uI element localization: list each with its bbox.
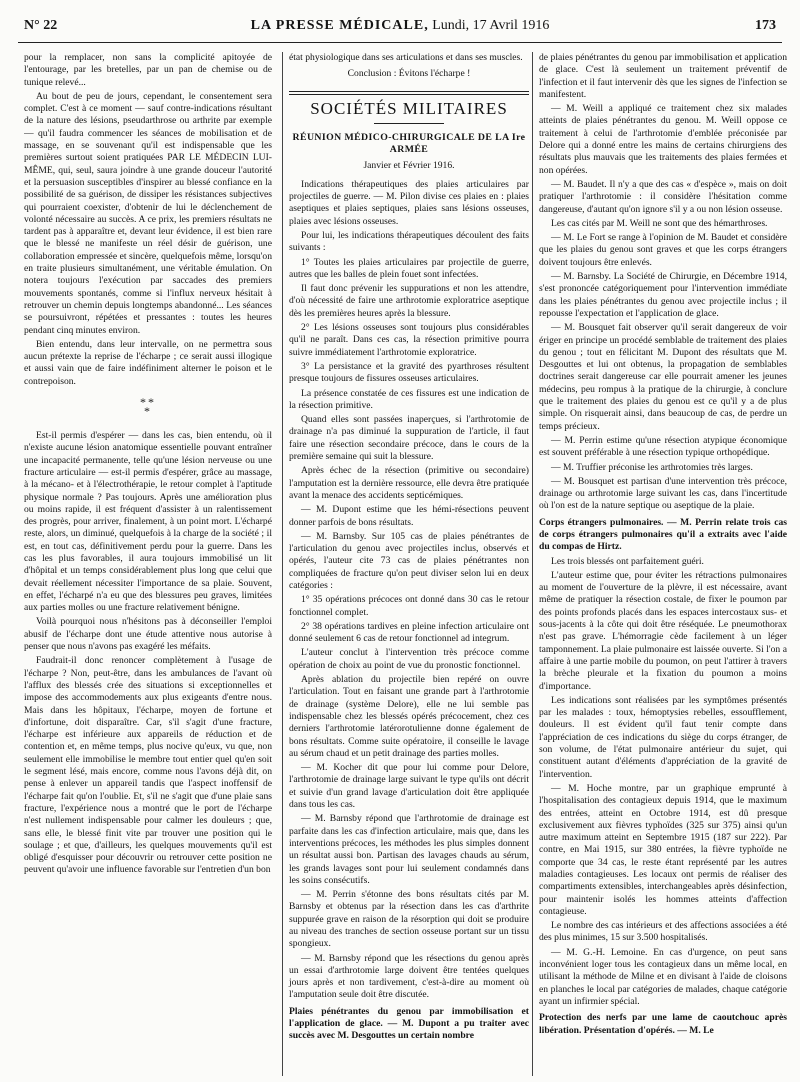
- column-middle: [282, 52, 529, 1076]
- paragraph: Il faut donc prévenir les suppurations et non les attendre, d'où nécessité de faire une arthrotomie exploratrice aseptique dès les premières heures après la blessure.: [289, 283, 529, 319]
- paragraph: Est-il permis d'espérer — dans les cas, bien entendu, où il n'existe aucune lésion anatomique essentielle pouvant entraîner une incapacité permanente, telle qu'une lésion nerveuse ou une fracture articulaire — est-il permis d'espérer, grâce au massage, à la mécano- et à l'électrothérapie, le retour complet à l'aptitude physique normale ? Pas toujours. Après une amélioration plus ou moins rapide, il est fréquent d'assister à un ralentissement des progrès, pour arriver, finalement, à un point mort. L'écharpé reste, alors, un diminué, quelquefois à la charge de la société ; il est, en tout cas, définitivement perdu pour la guerre. Dans les cas les plus favorables, il aura toujours immobilisé un lit d'hôpital et un temps considérablement plus long que celui que devait réellement nécessiter l'importance de sa plaie. Souvent, en effet, l'écharpé n'a eu que des blessures peu graves, limitées aux parties molles ou une fracture relativement bénigne.: [24, 430, 272, 614]
- journal-name: LA PRESSE MÉDICALE,: [250, 18, 429, 33]
- paragraph: L'auteur conclut à l'intervention très précoce comme opération de choix au point de vue du pronostic fonctionnel.: [289, 647, 529, 671]
- paragraph: Les trois blessés ont parfaitement guéri.: [551, 555, 704, 567]
- meeting-date: Janvier et Février 1916.: [363, 160, 455, 172]
- section-title: SOCIÉTÉS MILITAIRES: [310, 98, 508, 118]
- paragraph: — M. Truffier préconise les arthrotomies très larges.: [551, 461, 753, 473]
- paragraph: — M. Barnsby répond que les résections du genou après un essai d'arthrotomie large doivent être tentées quelques jours après et non tardivement, c'est-à-dire au moment où l'amputation seule doit être discutée.: [289, 952, 529, 1001]
- page-number: 173: [755, 18, 776, 33]
- paragraph: Les indications sont réalisées par les symptômes présentés par les malades : toux, hémoptysies rebelles, essoufflement, douleurs. Il est évident qu'il faut tenir compte dans l'appréciation de ces indications du siège du corps étranger, de son volume, de l'état pulmonaire antérieur du sujet, qui constituent autant d'éléments d'appréciation de la gravité de l'intervention.: [539, 694, 787, 780]
- paragraph: pour la remplacer, non sans la complicité apitoyée de l'entourage, par les bretelles, par un pan de chemise ou de tunique relevé...: [24, 52, 272, 88]
- paragraph: Au bout de peu de jours, cependant, le consentement sera complet. C'est à ce moment — sauf contre-indications résultant de la nature des lésions, pseudarthrose ou arthrite par exemple — qu'il faudra commencer les séances de mobilisation et de massage, en se souvenant qu'il est indispensable que les premières surtout soient pratiquées PAR LE MÉDECIN LUI-MÊME, qui, seul, saura joindre à une grande douceur l'autorité et la persuasion susceptibles d'inspirer au blessé confiance en la possibilité de sa guérison, de dissiper les résistances subjectives qui pourraient coexister, d'obtenir de lui le déclenchement de volonté nécessaire au succès. A ce prix, les premiers résultats ne tardent pas à apparaître et, devant leur évidence, il est bien rare que le blessé ne manifeste un réel désir de guérison, une collaboration empressée et sincère, quelquefois même, lorsqu'on en traite plusieurs simultanément, une véritable émulation. On notera toujours l'exécution par saccades des premiers mouvements spontanés, comme si l'influx nerveux hésitait à retrouver un chemin depuis longtemps abandonné... Les séances se poursuivront, répétées et pressantes : toutes les heures pendant cinq minutes environ.: [24, 90, 272, 336]
- paragraph: Après ablation du projectile bien repéré on ouvre l'articulation. Tout en faisant une grande part à l'arthrotomie de drainage (système Delore), elle ne lui semble pas indispensable chez les blessés opérés précocement, chez ces derniers l'arthrotomie latérorotulienne donne également de bons résultats. Comme suite opératoire, il conseille le lavage au sérum chaud et un petit drainage des parties molles.: [289, 674, 529, 759]
- paragraph: — M. Perrin s'étonne des bons résultats cités par M. Barnsby et obtenus par la résection dans les cas d'arthrite suppurée grave en raison de la résorption qui doit se produire au niveau des tranches de section osseuse portant sur un tissu spongieux.: [289, 889, 529, 950]
- paragraph: — M. Bousquet fait observer qu'il serait dangereux de voir ériger en principe un procédé semblable de traitement des plaies du genou ; tout en félicitant M. Dupont des résultats que M. Desgouttes et lui ont obtenus, la propagation de semblables doctrines serait dangereuse car elle pourrait amener les jeunes médecins, peu rompus à la pratique de la chirurgie, à conclure que le traitement des plaies du genou est ce qu'il y a de plus simple. On risquerait ainsi, dans beaucoup de cas, de perdre un temps précieux.: [539, 322, 787, 432]
- paragraph: 3° La persistance et la gravité des pyarthroses résultent presque toujours de fissures osseuses articulaires.: [289, 360, 529, 385]
- title-underline: [374, 123, 444, 124]
- paragraph: — M. Barnsby. Sur 105 cas de plaies pénétrantes de l'articulation du genou avec projectiles inclus, observés et opérés, l'auteur cite 73 cas de plaies pénétrantes non compliquées de fracture qu'on peut diviser selon lui en deux catégories :: [289, 530, 529, 591]
- page-header: [18, 12, 782, 43]
- paragraph: Bien entendu, dans leur intervalle, on ne permettra sous aucun prétexte la reprise de l'écharpe ; ce serait aussi illogique et aussi vain que de faire indéfiniment alterner le poison et le contrepoison.: [24, 338, 272, 387]
- issue-number: N° 22: [24, 18, 58, 33]
- paragraph: Les cas cités par M. Weill ne sont que des hémarthroses.: [551, 217, 768, 229]
- paragraph: — M. Barnsby répond que l'arthrotomie de drainage est parfaite dans les cas d'infection articulaire, mais que, dans les interventions précoces, les méthodes les plus simples donnent un résultat aussi bon. Partisan des lavages chauds au sérum, les grands lavages sont pour lui seulement condamnés dans les soins consécutifs.: [289, 813, 529, 886]
- paragraph: — M. Hoche montre, par un graphique emprunté à l'hospitalisation des contagieux depuis 1914, que le maximum des entrées, atteint en Octobre 1914, est dû presque exclusivement aux fièvres typhoïdes (325 sur 375) ainsi qu'un autre maximum atteint en Septembre 1915 (187 sur 222). Par contre, en Mai 1915, sur 380 entrées, la fièvre typhoïde ne comporte que 34 cas, le reste étant représenté par les autres maladies contagieuses. Les locaux ont permis de réaliser des compartiments extensibles, interchangeables après désinfection, pour maintenir isolés les hommes atteints d'affection contagieuse.: [539, 782, 787, 917]
- paragraph: Après échec de la résection (primitive ou secondaire) l'amputation est la dernière ressource, elle devra être pratiquée avant la menace des accidents septicémiques.: [289, 465, 529, 501]
- paragraph: — M. G.-H. Lemoine. En cas d'urgence, on peut sans inconvénient loger tous les contagieux dans un même local, en utilisant la méthode de Milne et en divisant à l'aide de cloisons en planches le local par catégories de malades, chaque catégorie ayant un infirmier spécial.: [539, 946, 787, 1007]
- paragraph: 2° Les lésions osseuses sont toujours plus considérables qu'il ne paraît. Dans ces cas, la résection primitive pourra suivre immédiatement l'arthrotomie exploratrice.: [289, 322, 529, 358]
- paragraph: — M. Bousquet est partisan d'une intervention très précoce, drainage ou arthrotomie large suivant les cas, dans l'incertitude où l'on est de la nature septique ou aseptique de la plaie.: [539, 475, 787, 512]
- paragraph: Faudrait-il donc renoncer complètement à l'usage de l'écharpe ? Non, peut-être, dans les ambulances de l'avant où l'afflux des blessés crée des situations si exceptionnelles et impose des accommodements aux plus exigeants d'entre nous. Mais dans les hôpitaux, l'écharpe, moyen de fortune et d'infortune, doit disparaître. Car, s'il s'agit d'une fracture, l'écharpe est inférieure aux appareils de réduction et de contention et, en même temps, plus nocive qu'eux, vu que, non seulement elle immobilise le membre tout entier quel qu'en soit le segment lésé, mais encore, comme nous l'avons déjà dit, on pense à enlever un appareil tandis que l'aspect inoffensif de l'écharpe fait qu'on l'oublie. Et, s'il ne s'agit que d'une plaie sans fracture, l'expérience nous a montré que le port de l'écharpe n'est nullement indispensable pour calmer les douleurs ; que, sans elle, le blessé finit vite par trouver une position qui le soulage ; et que, d'ailleurs, les quelques mouvements qu'il est obligé d'esquisser pour découvrir ou retrouver cette position ne peuvent qu'avoir une influence favorable sur l'entretien d'un bon: [24, 655, 272, 876]
- paragraph: Pour lui, les indications thérapeutiques découlent des faits suivants :: [289, 229, 529, 254]
- paragraph: — M. Le Fort se range à l'opinion de M. Baudet et considère que les plaies du genou sont graves et que les corps étrangers doivent toujours être enlevés.: [539, 232, 787, 268]
- paragraph: — M. Baudet. Il n'y a que des cas « d'espèce », mais on doit pratiquer l'arthrotomie : il considère l'hésitation comme dangereuse, d'autant qu'on ignore s'il y a ou non lésion osseuse.: [539, 178, 787, 215]
- paragraph: 1° Toutes les plaies articulaires par projectile de guerre, autres que les balles de plein fouet sont infectées.: [289, 256, 529, 280]
- column-right: [532, 52, 787, 1076]
- paragraph: L'auteur estime que, pour éviter les rétractions pulmonaires au moment de l'ouverture de la plèvre, il est nécessaire, avant même de pratiquer la résection costale, de fixer le poumon par des points profonds placés dans les espaces intercostaux sus- et sous-jacents à la côte qui doit être réséquée. Le pneumothorax n'est pas grave. L'hémorragie cède facilement à un léger tamponnement. La plaie pulmonaire est laissée ouverte. Si l'on a affaire à une partie mobile du poumon, on peut l'attirer à travers la brèche pleurale et la fixation du poumon a moins d'importance.: [539, 569, 787, 692]
- paragraph: de plaies pénétrantes du genou par immobilisation et application de glace. C'est là seulement un traitement préventif de l'infection et il faut intervenir dès que les signes de l'infection se manifestent.: [539, 52, 787, 100]
- column-left: [24, 52, 272, 1076]
- paragraph: Quand elles sont passées inaperçues, si l'arthrotomie de drainage n'a pas diminué la suppuration de l'article, il faut faire une résection secondaire précoce, dans le cours de la première semaine qui suit la blessure.: [289, 414, 529, 463]
- subsection-heading: Plaies pénétrantes du genou par immobilisation et l'application de glace. — M. Dupont a pu traiter avec succès avec M. Desgouttes un certain nombre: [289, 1005, 529, 1042]
- paragraph: — M. Dupont estime que les hémi-résections peuvent donner parfois de bons résultats.: [289, 504, 529, 528]
- paragraph: Indications thérapeutiques des plaies articulaires par projectiles de guerre. — M. Pilon divise ces plaies en : plaies aseptiques et plaies septiques, plaies sans lésions osseuses, plaies avec lésions osseuses.: [289, 178, 529, 227]
- issue-date: Lundi, 17 Avril 1916: [428, 18, 550, 33]
- paragraph: état physiologique dans ses articulations et dans ses muscles.: [289, 52, 523, 63]
- paragraph: 2° 38 opérations tardives en pleine infection articulaire ont donné seulement 6 cas de retour fonctionnel ad integrum.: [289, 620, 529, 645]
- paragraph: La présence constatée de ces fissures est une indication de la résection primitive.: [289, 387, 529, 411]
- journal-title: [18, 18, 782, 34]
- paragraph: — M. Kocher dit que pour lui comme pour Delore, l'arthrotomie de drainage large suivant le type qu'ils ont décrit et suivie d'un grand lavage d'articulation doit être appliquée dans tous les cas.: [289, 762, 529, 811]
- meeting-heading: RÉUNION MÉDICO-CHIRURGICALE DE LA Ire ARMÉE: [292, 131, 526, 156]
- subsection-heading: Protection des nerfs par une lame de caoutchouc après libération. Présentation d'opérés. — M. Le: [539, 1012, 787, 1036]
- paragraph: — M. Weill a appliqué ce traitement chez six malades atteints de plaies pénétrantes du genou. M. Weill oppose ce traitement à celui de l'arthrotomie d'emblée préconisée par Delore qui a donné entre les mains de certains chirurgiens des résultats plus mauvais que les traitements des plaies fermées et non opérées.: [539, 103, 787, 176]
- section-separator-stars: ** *: [140, 395, 156, 419]
- paragraph: Le nombre des cas intérieurs et des affections associées a été des plus minimes, 15 sur 3.500 hospitalisés.: [539, 920, 787, 944]
- subsection-heading: Corps étrangers pulmonaires. — M. Perrin relate trois cas de corps étrangers pulmonaires qu'il a extraits avec l'aide du compas de Hirtz.: [539, 516, 787, 553]
- paragraph: 1° 35 opérations précoces ont donné dans 30 cas le retour fonctionnel complet.: [289, 594, 529, 618]
- paragraph: — M. Perrin estime qu'une résection atypique économique est souvent préférable à une résection typique orthopédique.: [539, 434, 787, 459]
- conclusion-line: Conclusion : Évitons l'écharpe !: [347, 68, 471, 80]
- section-rule: [289, 94, 529, 95]
- paragraph: — M. Barnsby. La Société de Chirurgie, en Décembre 1914, s'est prononcée catégoriquement pour l'intervention immédiate dans les plaies pénétrantes du genou avec projectile inclus ; il repousse l'expectation et l'application de glace.: [539, 271, 787, 319]
- paragraph: Voilà pourquoi nous n'hésitons pas à déconseiller l'emploi abusif de l'écharpe dont une étude attentive nous autorise à penser que nous n'avons pas exagéré les méfaits.: [24, 616, 272, 653]
- section-rule: [289, 91, 529, 92]
